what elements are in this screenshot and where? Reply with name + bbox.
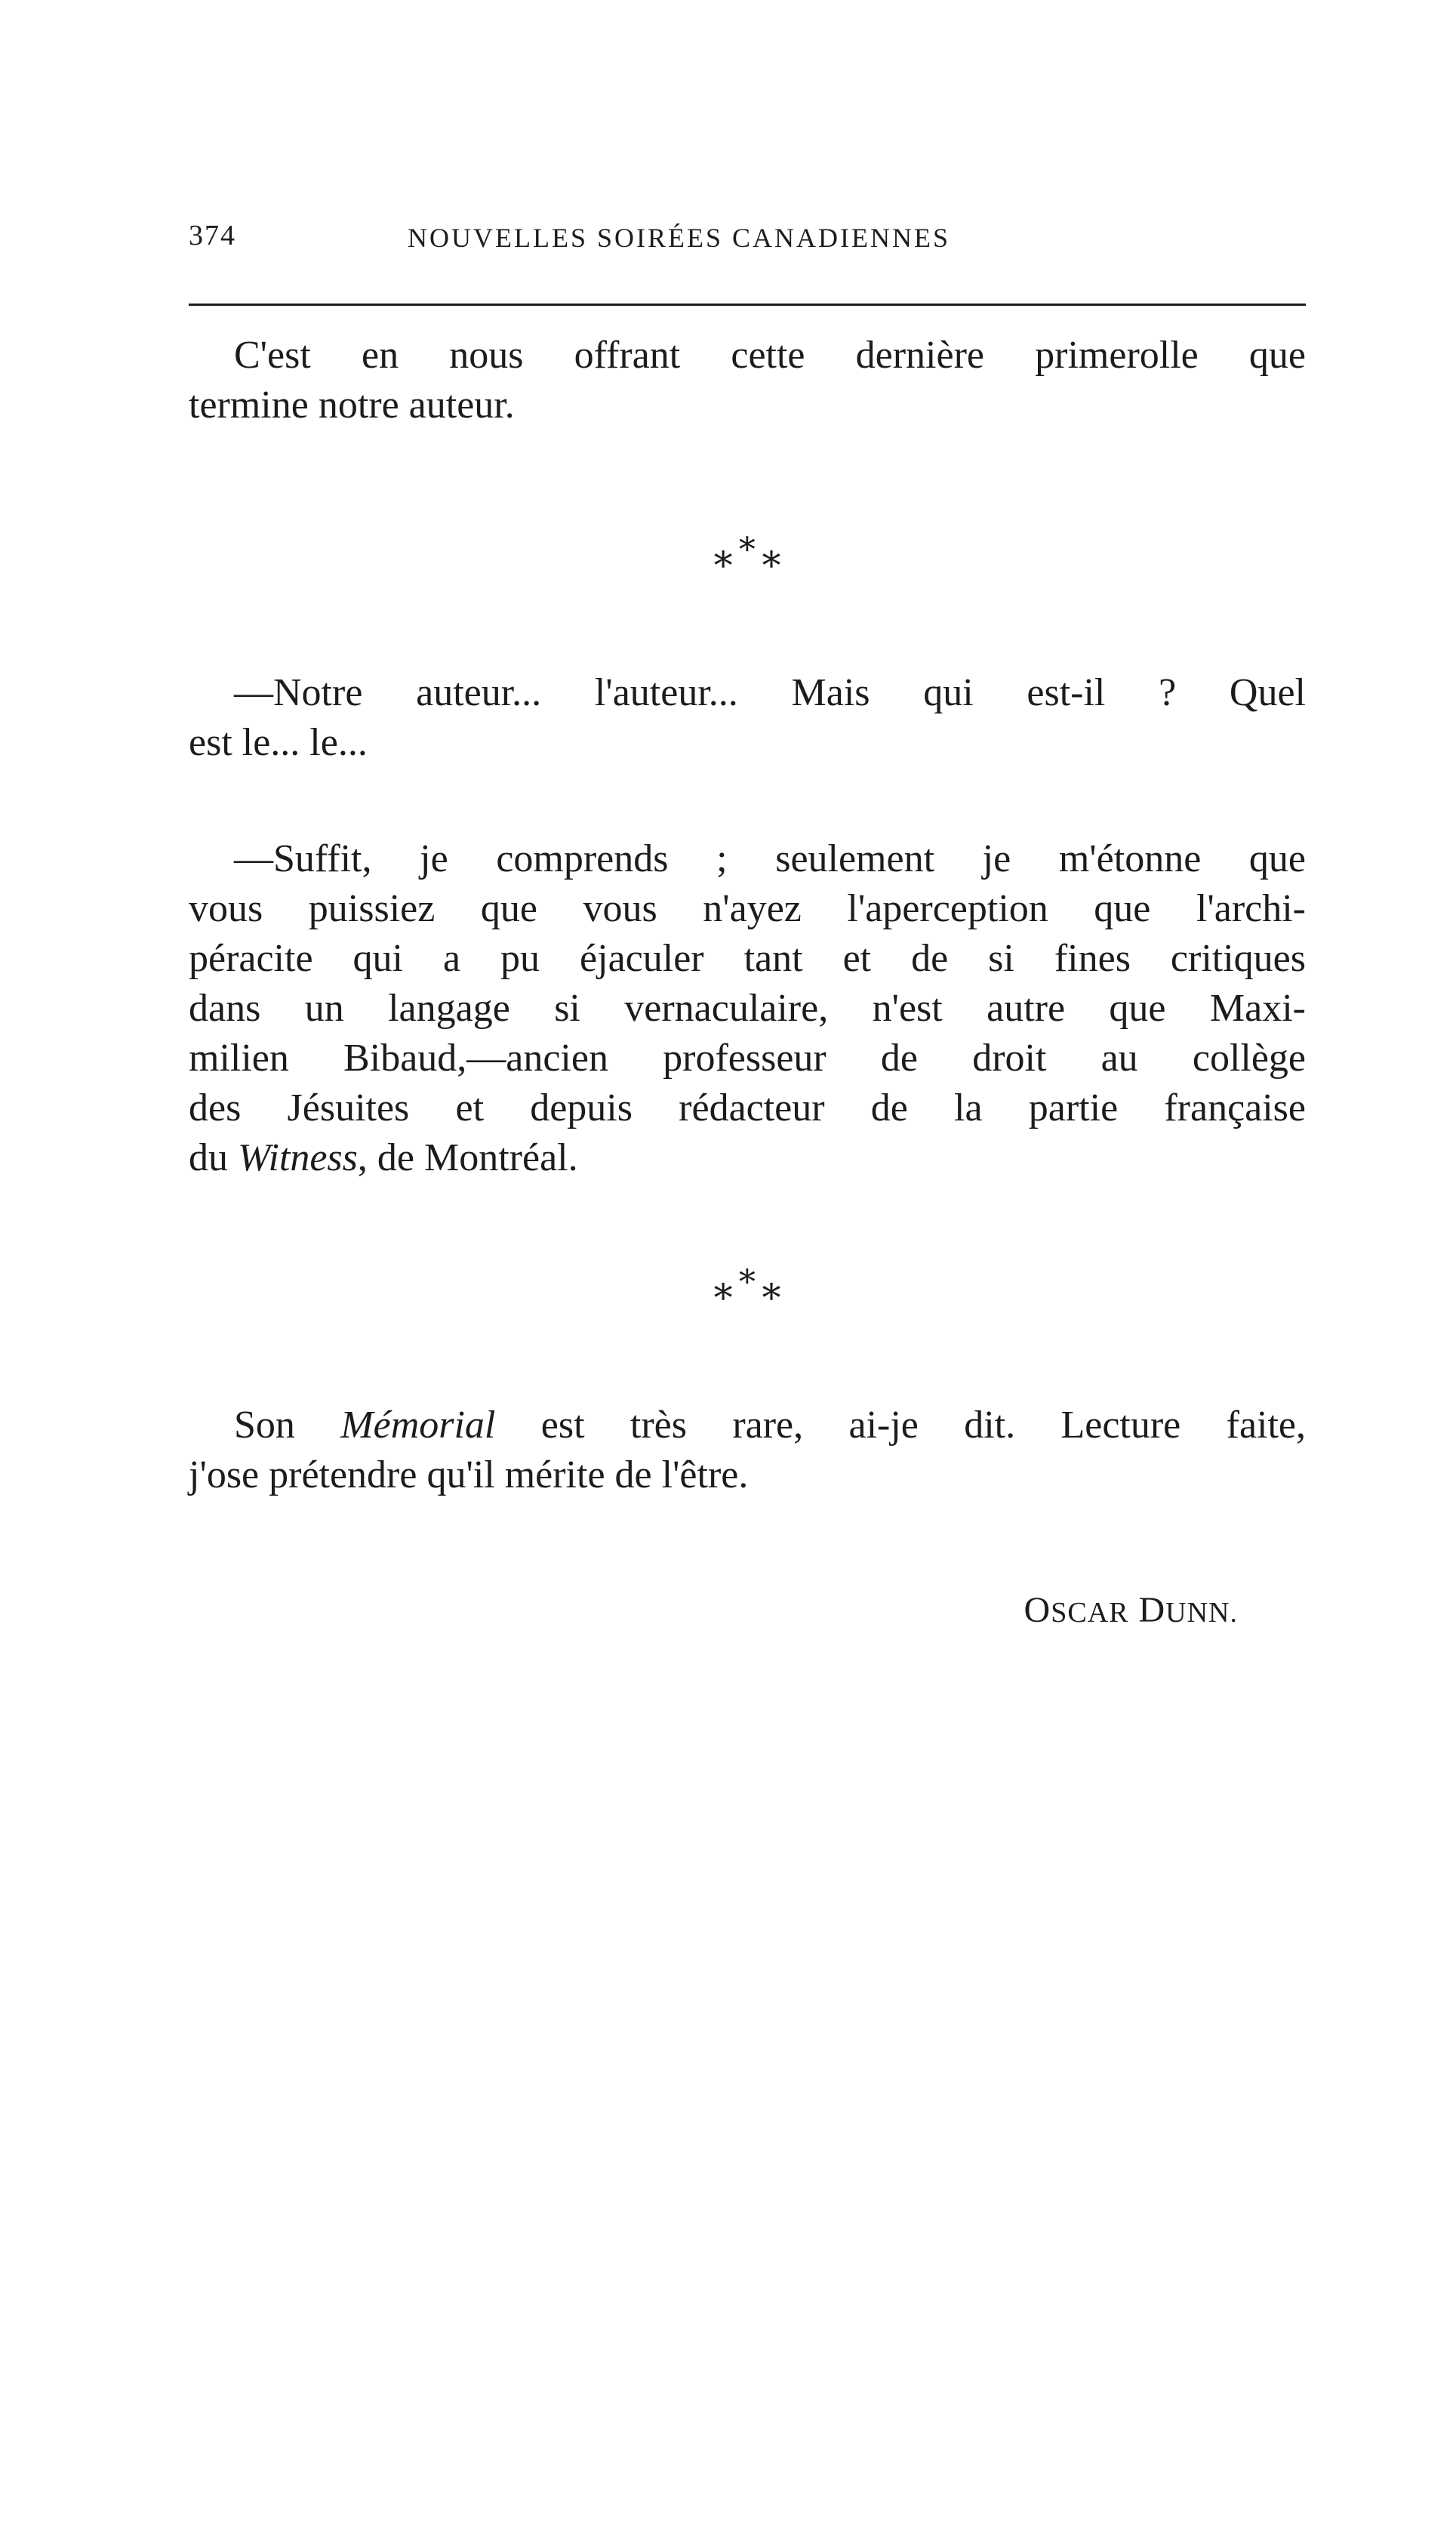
paragraph-3 [189,834,1306,1183]
paragraph-4-line-2: j'ose prétendre qu'il mérite de l'être. [189,1453,749,1496]
paragraph-2-line-2: est le... le... [189,721,368,764]
header-rule [189,304,1306,306]
paragraph-2 [189,668,1306,768]
paragraph-4 [189,1401,1306,1500]
paragraph-3-line-5: milien Bibaud,—ancien professeur de droit au collège [189,1037,1306,1080]
paragraph-3-line-4: dans un langage si vernaculaire, n'est autre que Maxi- [189,987,1306,1030]
author-signature: OSCAR DUNN. [1024,1590,1238,1630]
running-head [189,219,1306,267]
section-separator-2: ∗∗∗ [710,1257,784,1311]
paragraph-1-line-1: C'est en nous offrant cette dernière primerolle que [234,334,1306,377]
paragraph-3-line-2: vous puissiez que vous n'ayez l'aperception que l'archi- [189,887,1306,930]
paragraph-4-line-1: Son Mémorial est très rare, ai-je dit. Lecture faite, [234,1404,1307,1447]
page-number: 374 [189,220,236,251]
running-title: NOUVELLES SOIRÉES CANADIENNES [408,223,950,253]
paragraph-1 [189,331,1306,430]
paragraph-3-line-1: —Suffit, je comprends ; seulement je m'étonne que [234,837,1306,880]
page [189,219,1307,1630]
paragraph-3-line-6: des Jésuites et depuis rédacteur de la partie française [189,1086,1306,1129]
paragraph-2-line-1: —Notre auteur... l'auteur... Mais qui est-il ? Quel [234,671,1306,714]
paragraph-3-line-3: péracite qui a pu éjaculer tant et de si fines critiques [189,937,1306,980]
section-separator-1: ∗∗∗ [710,525,784,579]
paragraph-3-line-7: du Witness, de Montréal. [189,1136,578,1179]
paragraph-1-line-2: termine notre auteur. [189,384,515,427]
memorial-title: Mémorial [340,1404,496,1447]
witness-title: Witness [238,1136,358,1179]
